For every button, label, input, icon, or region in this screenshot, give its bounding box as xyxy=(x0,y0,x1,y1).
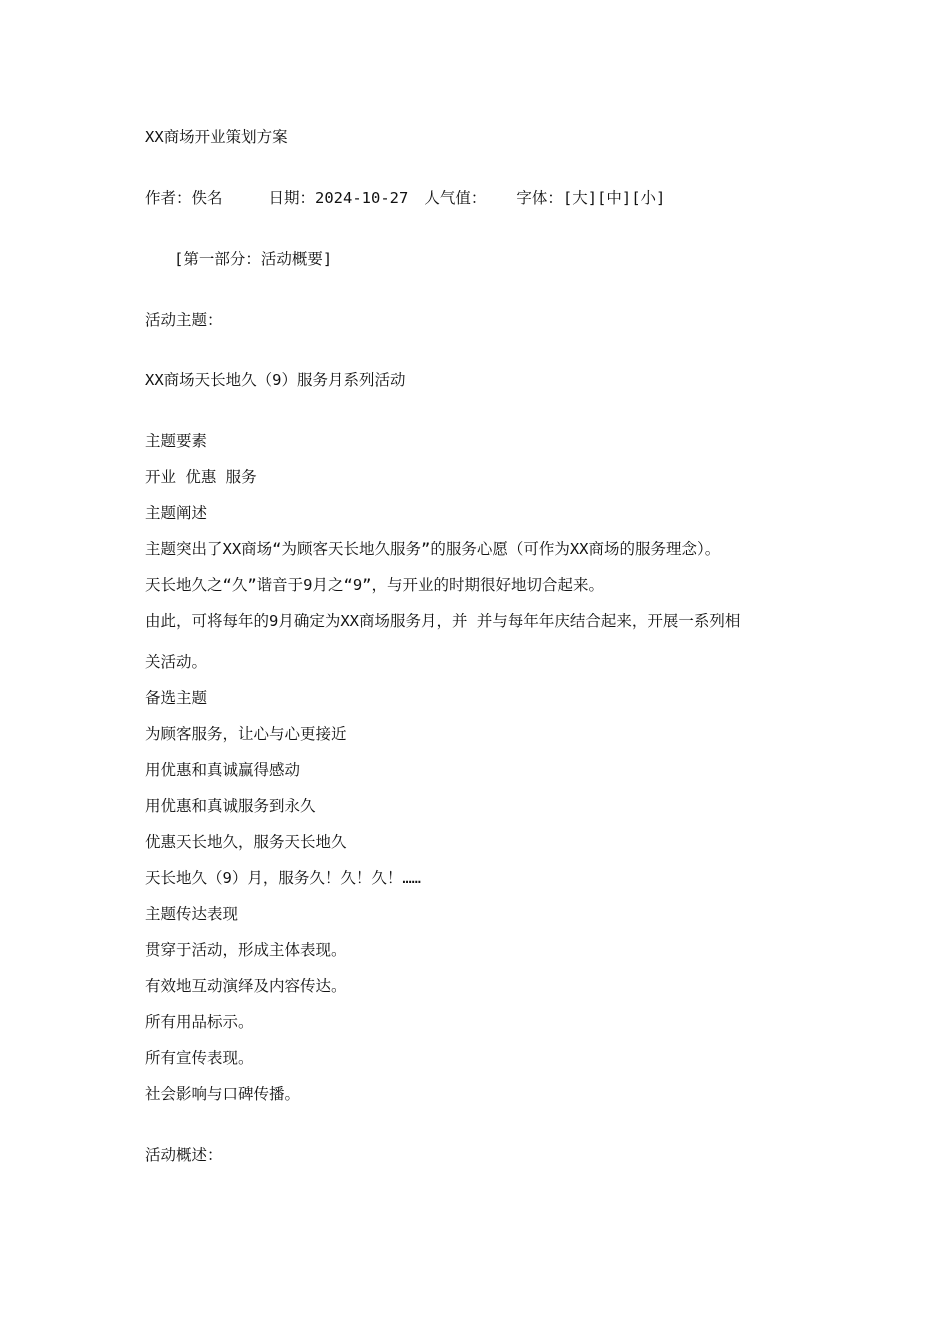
alt-themes-heading: 备选主题 xyxy=(145,689,208,707)
theme-text: XX商场天长地久（9）服务月系列活动 xyxy=(145,371,406,389)
alt-theme-item: 为顾客服务，让心与心更接近 xyxy=(145,725,347,743)
font-size-small-link[interactable]: [小] xyxy=(631,189,666,207)
express-item: 所有宣传表现。 xyxy=(145,1049,254,1067)
elements-heading: 主题要素 xyxy=(145,432,208,450)
alt-theme-item: 用优惠和真诚赢得感动 xyxy=(145,761,301,779)
font-size-label: 字体： xyxy=(516,189,563,207)
express-item: 有效地互动演绎及内容传达。 xyxy=(145,977,347,995)
theme-label: 活动主题： xyxy=(145,311,223,329)
section-heading: [第一部分：活动概要] xyxy=(174,250,333,268)
explain-line: 主题突出了XX商场“为顾客天长地久服务”的服务心愿（可作为XX商场的服务理念）。 xyxy=(145,540,721,558)
express-heading: 主题传达表现 xyxy=(145,905,239,923)
explain-line: 天长地久之“久”谐音于9月之“9”，与开业的时期很好地切合起来。 xyxy=(145,576,604,594)
author-meta: 作者：佚名 xyxy=(145,189,223,207)
express-item: 贯穿于活动，形成主体表现。 xyxy=(145,941,347,959)
date-meta: 日期：2024-10-27 xyxy=(268,189,409,207)
font-size-medium-link[interactable]: [中] xyxy=(597,189,632,207)
alt-theme-item: 用优惠和真诚服务到永久 xyxy=(145,797,316,815)
font-size-large-link[interactable]: [大] xyxy=(562,189,598,207)
elements-text: 开业 优惠 服务 xyxy=(145,468,257,486)
alt-theme-item: 天长地久（9）月，服务久！久！久！…… xyxy=(145,869,421,887)
alt-theme-item: 优惠天长地久，服务天长地久 xyxy=(145,833,347,851)
explain-heading: 主题阐述 xyxy=(145,504,208,522)
explain-line: 关活动。 xyxy=(145,653,208,671)
meta-bar xyxy=(145,188,665,208)
document-title: XX商场开业策划方案 xyxy=(145,128,288,146)
express-item: 社会影响与口碑传播。 xyxy=(145,1085,301,1103)
express-item: 所有用品标示。 xyxy=(145,1013,254,1031)
explain-line: 由此，可将每年的9月确定为XX商场服务月，并 并与每年年庆结合起来，开展一系列相 xyxy=(145,612,741,630)
overview-label: 活动概述： xyxy=(145,1146,223,1164)
popularity-meta: 人气值： xyxy=(424,189,487,207)
